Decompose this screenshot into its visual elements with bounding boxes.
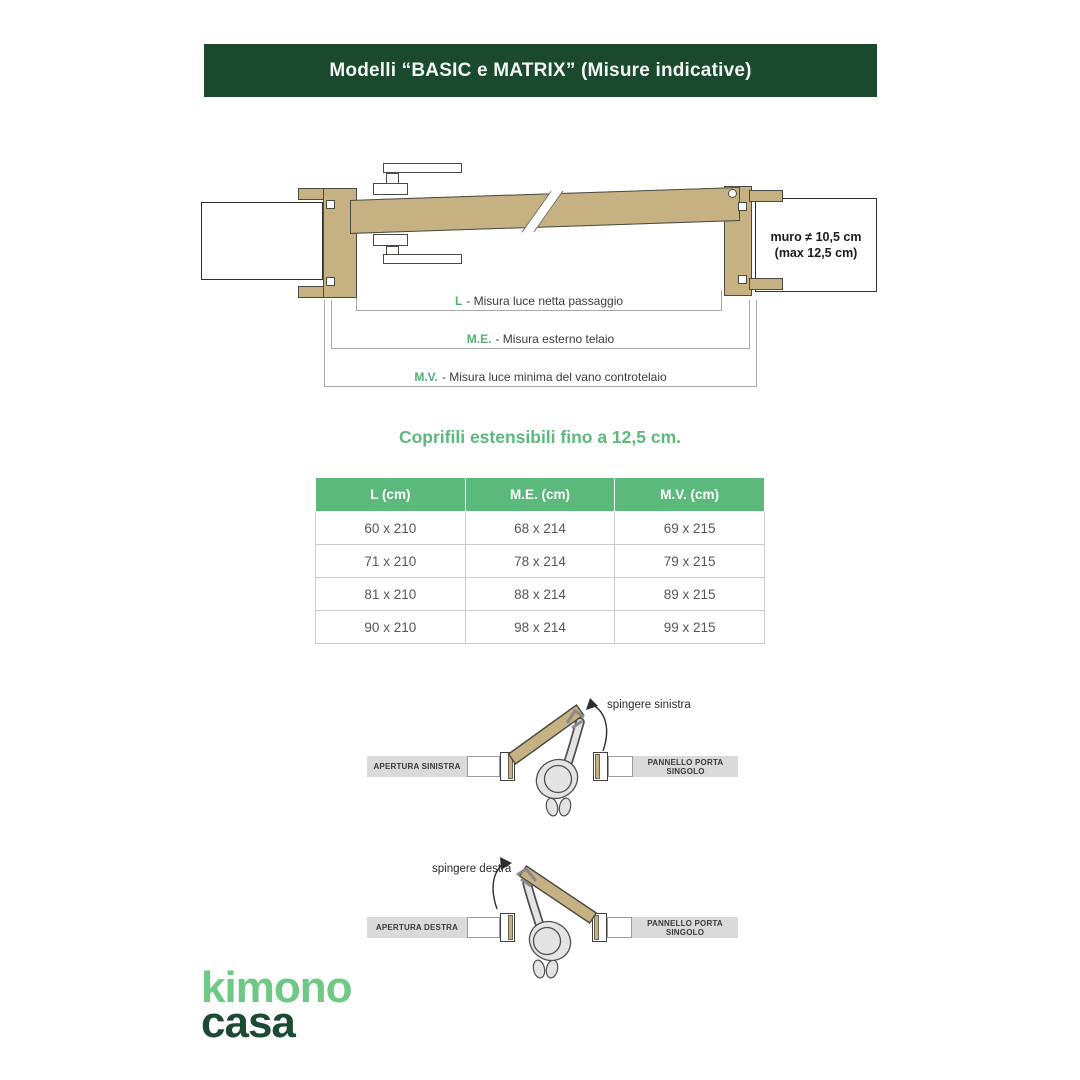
push-direction-label: spingere destra bbox=[432, 863, 512, 875]
right-frame-notch-bottom bbox=[738, 275, 747, 284]
cell: 99 x 215 bbox=[615, 611, 765, 644]
cell: 98 x 214 bbox=[465, 611, 615, 644]
logo-word-kimono: kimono bbox=[201, 963, 352, 1012]
left-frame-notch-top bbox=[326, 200, 335, 209]
col-header-me: M.E. (cm) bbox=[465, 478, 615, 512]
right-frame-top-lip bbox=[749, 190, 783, 202]
dim-text-me: - Misura esterno telaio bbox=[495, 332, 615, 346]
table-header-row bbox=[316, 478, 765, 512]
cell: 81 x 210 bbox=[316, 578, 466, 611]
table-row bbox=[316, 578, 765, 611]
opening-diagram-right bbox=[360, 855, 750, 990]
door-cross-section-diagram bbox=[200, 150, 880, 395]
wall-bar-label: PANNELLO PORTA SINGOLO bbox=[647, 918, 723, 937]
panel-break-symbol bbox=[521, 191, 563, 232]
cell: 90 x 210 bbox=[316, 611, 466, 644]
muro-thickness-note-line1: muro ≠ 10,5 cm bbox=[770, 230, 862, 244]
left-wall bbox=[201, 202, 323, 280]
kimono-casa-logo bbox=[201, 963, 352, 1047]
push-direction-label: spingere sinistra bbox=[607, 699, 691, 711]
person-pushing-left-illustration bbox=[360, 695, 750, 825]
person-pushing-right-illustration bbox=[360, 855, 750, 990]
table-row bbox=[316, 545, 765, 578]
right-frame-bottom-lip bbox=[749, 278, 783, 290]
handle-lever-bottom bbox=[383, 254, 462, 264]
dim-abbr-me: M.E. bbox=[466, 332, 492, 346]
muro-thickness-note-line2: (max 12,5 cm) bbox=[774, 246, 858, 260]
cell: 69 x 215 bbox=[615, 512, 765, 545]
left-frame-notch-bottom bbox=[326, 277, 335, 286]
wall-bar-label: APERTURA SINISTRA bbox=[373, 762, 461, 771]
wall-bar-label: PANNELLO PORTA SINGOLO bbox=[647, 757, 724, 776]
cell: 78 x 214 bbox=[465, 545, 615, 578]
handle-rosette-top bbox=[373, 183, 408, 195]
table-row bbox=[316, 611, 765, 644]
dim-text-mv: - Misura luce minima del vano controtelaio bbox=[441, 370, 667, 384]
logo-word-casa: casa bbox=[201, 998, 295, 1047]
col-header-l: L (cm) bbox=[316, 478, 466, 512]
col-header-mv: M.V. (cm) bbox=[615, 478, 765, 512]
handle-lever-top bbox=[383, 163, 462, 173]
dim-abbr-l: L bbox=[454, 294, 463, 308]
wall-bar-label: APERTURA DESTRA bbox=[375, 923, 459, 932]
cell: 89 x 215 bbox=[615, 578, 765, 611]
dimension-label-me bbox=[467, 332, 614, 348]
cell: 79 x 215 bbox=[615, 545, 765, 578]
table-row bbox=[316, 512, 765, 545]
dimension-bracket-l bbox=[356, 290, 722, 311]
opening-diagram-left bbox=[360, 695, 750, 825]
cell: 68 x 214 bbox=[465, 512, 615, 545]
door-panel bbox=[350, 187, 740, 234]
hinge-pivot bbox=[728, 189, 737, 198]
title-bar bbox=[204, 44, 877, 97]
dimension-label-mv bbox=[414, 370, 666, 386]
page-title: Modelli “BASIC e MATRIX” (Misure indicative) bbox=[329, 59, 752, 81]
right-frame-notch-top bbox=[738, 202, 747, 211]
dim-abbr-mv: M.V. bbox=[414, 370, 438, 384]
sizes-table bbox=[315, 477, 765, 644]
dimension-label-l bbox=[455, 294, 623, 310]
cell: 71 x 210 bbox=[316, 545, 466, 578]
table-caption: Coprifili estensibili fino a 12,5 cm. bbox=[398, 427, 682, 447]
cell: 88 x 214 bbox=[465, 578, 615, 611]
handle-rosette-bottom bbox=[373, 234, 408, 246]
dim-text-l: - Misura luce netta passaggio bbox=[466, 294, 624, 308]
cell: 60 x 210 bbox=[316, 512, 466, 545]
